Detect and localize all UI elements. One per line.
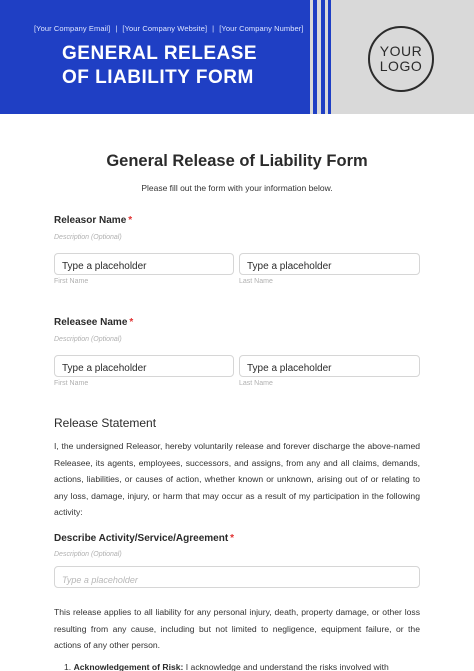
required-mark: * (230, 533, 235, 544)
company-logo (368, 26, 434, 92)
logo-text-line1: YOUR (379, 43, 423, 59)
releasee-description: Description (Optional) (54, 336, 122, 343)
form-title: General Release of Liability Form (106, 152, 368, 170)
header-title-line1: GENERAL RELEASE (62, 43, 258, 64)
contact-separator: | (212, 24, 215, 33)
release-statement-text: I, the undersigned Releasor, hereby voluntarily release and forever discharge the above-named Releasee, its agents, employees, successors, and assigns, from any and all claims, demands, actions, liabilities, or causes of action, whether known or unknown, arising out of or relating to any loss, damage, injury, or harm that may occur as a result of my participation in the following activity: (54, 441, 420, 518)
activity-description: Description (Optional) (54, 551, 122, 558)
releasor-name-label-text: Releasor Name (54, 215, 127, 226)
form-subtitle: Please fill out the form with your information below. (141, 183, 333, 193)
company-website: [Your Company Website] (122, 24, 208, 33)
releasee-first-name-sublabel: First Name (54, 380, 89, 387)
company-number: [Your Company Number] (219, 24, 304, 33)
releasor-last-name-sublabel: Last Name (239, 278, 273, 285)
logo-text-line2: LOGO (379, 58, 423, 74)
list-item (64, 659, 420, 671)
releasor-name-label (54, 215, 132, 226)
company-email: [Your Company Email] (34, 24, 111, 33)
releasee-first-name-input[interactable]: Type a placeholder (54, 355, 234, 377)
releasor-first-name-input[interactable]: Type a placeholder (54, 253, 234, 275)
releasee-name-label-text: Releasee Name (54, 317, 128, 328)
header-banner (0, 0, 474, 114)
release-scope-text: This release applies to all liability for any personal injury, death, property damage, or other loss resulting from any cause, including but not limited to negligence, equipment failure, or the actions of any other person. (54, 607, 420, 651)
header-stripe (328, 0, 331, 114)
header-title (62, 42, 257, 90)
required-mark: * (129, 317, 134, 328)
header-stripe (313, 0, 317, 114)
header-title-line2: OF LIABILITY FORM (62, 67, 254, 88)
company-contact-line (34, 24, 304, 33)
releasor-first-name-sublabel: First Name (54, 278, 89, 285)
releasee-last-name-sublabel: Last Name (239, 380, 273, 387)
header-stripe (321, 0, 325, 114)
contact-separator: | (115, 24, 118, 33)
list-item-title: Acknowledgement of Risk: (73, 662, 184, 671)
activity-label (54, 533, 234, 544)
release-statement-heading: Release Statement (54, 416, 157, 430)
list-item-number: 1. (64, 662, 72, 671)
required-mark: * (128, 215, 133, 226)
releasor-description: Description (Optional) (54, 234, 122, 241)
releasee-last-name-input[interactable]: Type a placeholder (239, 355, 420, 377)
list-item-text: I acknowledge and understand the risks involved with (185, 662, 389, 671)
activity-input[interactable]: Type a placeholder (54, 566, 420, 588)
releasor-last-name-input[interactable]: Type a placeholder (239, 253, 420, 275)
releasee-name-label (54, 317, 133, 328)
activity-label-text: Describe Activity/Service/Agreement (54, 533, 229, 544)
